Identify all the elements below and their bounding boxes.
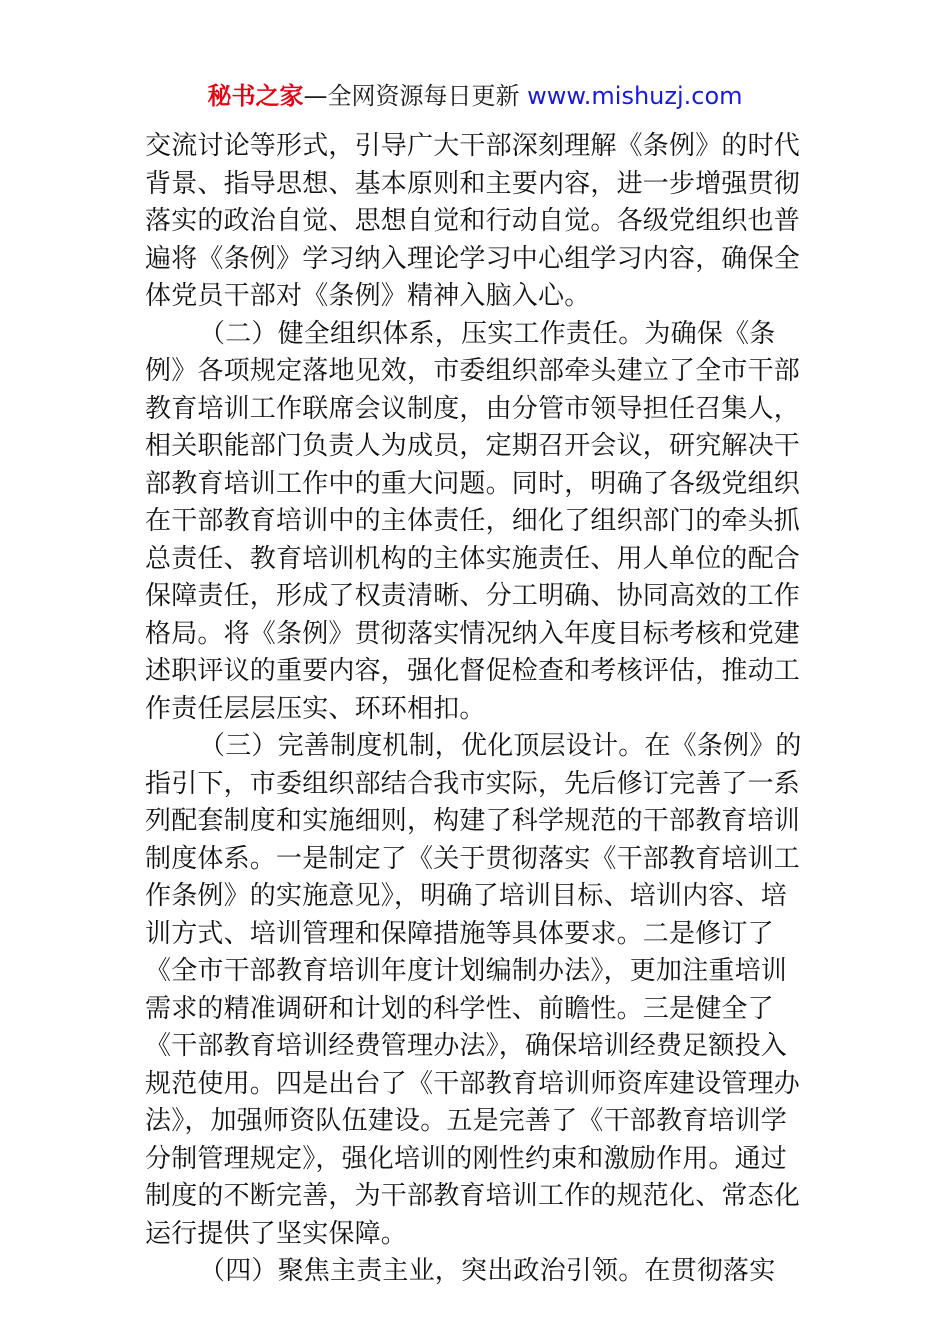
text-line: 体党员干部对《条例》精神入脑入心。 bbox=[145, 281, 591, 311]
section-heading-4: （四）聚焦主责主业，突出政治引领。在贯彻落实 bbox=[199, 1256, 776, 1286]
text-line: 例》各项规定落地见效，市委组织部牵头建立了全市干部 bbox=[145, 356, 801, 386]
header-tagline: —全网资源每日更新 bbox=[303, 82, 520, 110]
text-line: 教育培训工作联席会议制度，由分管市领导担任召集人， bbox=[145, 393, 801, 424]
text-line: 需求的精准调研和计划的科学性、前瞻性。三是健全了 bbox=[145, 993, 774, 1024]
text-line: 列配套制度和实施细则，构建了科学规范的干部教育培训 bbox=[145, 806, 801, 836]
site-url-link[interactable]: www.mishuzj.com bbox=[527, 82, 743, 110]
text-line: 交流讨论等形式，引导广大干部深刻理解《条例》的时代 bbox=[145, 131, 801, 161]
text-line: 制度体系。一是制定了《关于贯彻落实《干部教育培训工 bbox=[145, 843, 801, 874]
section-heading-3: （三）完善制度机制，优化顶层设计。在《条例》的 bbox=[199, 731, 802, 761]
section-heading-2: （二）健全组织体系，压实工作责任。为确保《条 bbox=[199, 318, 776, 349]
text-line: 保障责任，形成了权责清晰、分工明确、协同高效的工作 bbox=[145, 581, 801, 611]
text-line: 《全市干部教育培训年度计划编制办法》，更加注重培训 bbox=[145, 956, 788, 986]
text-line: 相关职能部门负责人为成员，定期召开会议，研究解决干 bbox=[145, 431, 801, 461]
text-line: 落实的政治自觉、思想自觉和行动自觉。各级党组织也普 bbox=[145, 206, 801, 236]
text-line: 遍将《条例》学习纳入理论学习中心组学习内容，确保全 bbox=[145, 243, 801, 274]
text-line: 总责任、教育培训机构的主体实施责任、用人单位的配合 bbox=[145, 543, 801, 574]
text-line: 作条例》的实施意见》，明确了培训目标、培训内容、培 bbox=[145, 881, 788, 911]
text-line: 制度的不断完善，为干部教育培训工作的规范化、常态化 bbox=[145, 1181, 801, 1211]
text-line: 述职评议的重要内容，强化督促检查和考核评估，推动工 bbox=[145, 656, 801, 686]
text-line: 分制管理规定》，强化培训的刚性约束和激励作用。通过 bbox=[145, 1143, 788, 1174]
text-line: 法》，加强师资队伍建设。五是完善了《干部教育培训学 bbox=[145, 1106, 788, 1136]
brand-name: 秘书之家 bbox=[207, 82, 304, 110]
text-line: 《干部教育培训经费管理办法》，确保培训经费足额投入 bbox=[145, 1031, 788, 1061]
text-line: 规范使用。四是出台了《干部教育培训师资库建设管理办 bbox=[145, 1068, 801, 1099]
text-line: 背景、指导思想、基本原则和主要内容，进一步增强贯彻 bbox=[145, 168, 801, 199]
text-line: 格局。将《条例》贯彻落实情况纳入年度目标考核和党建 bbox=[145, 618, 801, 649]
text-line: 部教育培训工作中的重大问题。同时，明确了各级党组织 bbox=[145, 468, 801, 499]
document-body bbox=[145, 128, 807, 1291]
text-line: 训方式、培训管理和保障措施等具体要求。二是修订了 bbox=[145, 918, 774, 949]
site-header bbox=[0, 80, 950, 112]
text-line: 运行提供了坚实保障。 bbox=[145, 1218, 408, 1249]
text-line: 在干部教育培训中的主体责任，细化了组织部门的牵头抓 bbox=[145, 506, 801, 536]
text-line: 指引下，市委组织部结合我市实际，先后修订完善了一系 bbox=[145, 768, 801, 799]
text-line: 作责任层层压实、环环相扣。 bbox=[145, 693, 486, 724]
